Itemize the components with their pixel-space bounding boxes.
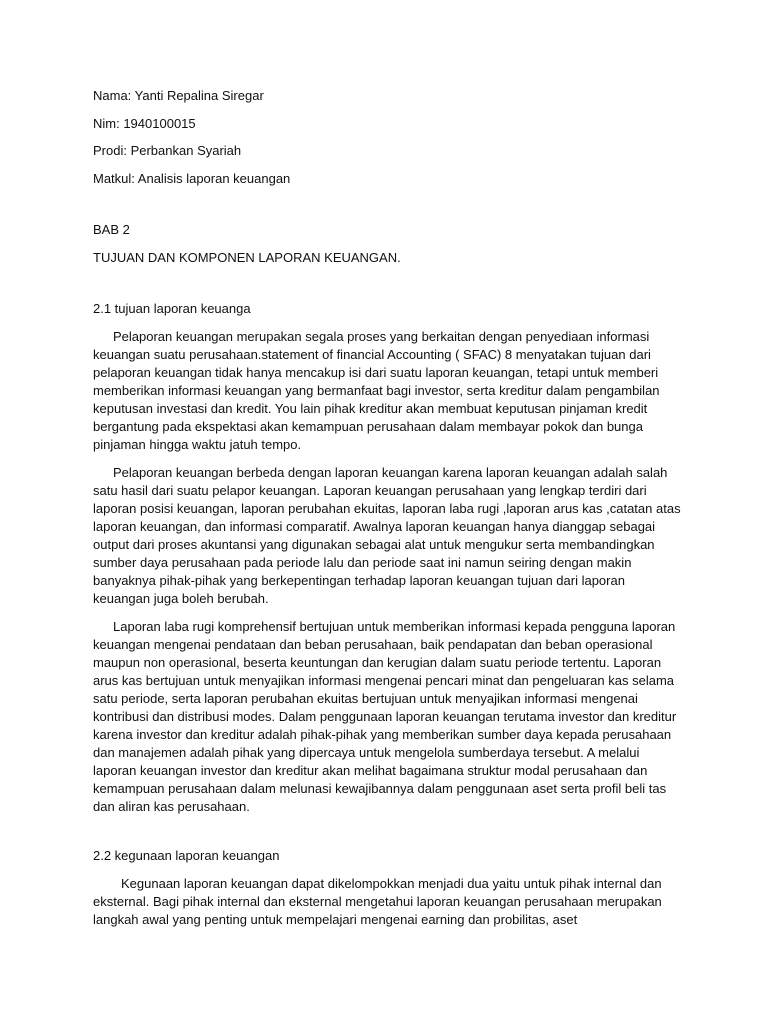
paragraph-4: Kegunaan laporan keuangan dapat dikelompokkan menjadi dua yaitu untuk pihak internal dan eksternal. Bagi pihak internal dan eksternal mengetahui laporan keuangan perusahaan merupakan langkah awal yang penting untuk mempelajari mengenai earning dan probilitas, aset bbox=[93, 876, 662, 927]
section-heading-2-1: 2.1 tujuan laporan keuanga bbox=[93, 301, 251, 316]
section-heading-2-2: 2.2 kegunaan laporan keuangan bbox=[93, 848, 280, 863]
paragraph-1: Pelaporan keuangan merupakan segala proses yang berkaitan dengan penyediaan informasi keuangan suatu perusahaan.statement of financial Accounting ( SFAC) 8 menyatakan tujuan dari pelaporan keuangan tidak hanya mencakup isi dari suatu laporan keuangan, tetapi untuk memberi memberikan informasi keuangan yang bermanfaat bagi investor, serta kreditur dalam pengambilan keputusan investasi dan kredit. You lain pihak kreditur akan membuat keputusan pinjaman kredit bergantung pada ekspektasi akan kemampuan perusahaan dalam membayar pokok dan bunga pinjaman hingga waktu jatuh tempo. bbox=[93, 329, 660, 452]
paragraph-2: Pelaporan keuangan berbeda dengan laporan keuangan karena laporan keuangan adalah salah satu hasil dari suatu pelapor keuangan. Laporan keuangan perusahaan yang lengkap terdiri dari laporan posisi keuangan, laporan perubahan ekuitas, laporan laba rugi ,laporan arus kas ,catatan atas laporan keuangan, dan informasi comparatif. Awalnya laporan keuangan hanya dianggap sebagai output dari proses akuntansi yang digunakan sebagai alat untuk mengukur serta membandingkan sumber daya perusahaan pada periode lalu dan periode saat ini namun seiring dengan makin banyaknya pihak-pihak yang berkepentingan terhadap laporan keuangan tujuan dari laporan keuangan juga boleh berubah. bbox=[93, 465, 681, 606]
course-name: Matkul: Analisis laporan keuangan bbox=[93, 171, 291, 186]
chapter-label: BAB 2 bbox=[93, 222, 130, 237]
document-body bbox=[93, 87, 681, 929]
student-nim: Nim: 1940100015 bbox=[93, 116, 196, 131]
chapter-title: TUJUAN DAN KOMPONEN LAPORAN KEUANGAN. bbox=[93, 250, 401, 265]
study-program: Prodi: Perbankan Syariah bbox=[93, 143, 242, 158]
paragraph-3: Laporan laba rugi komprehensif bertujuan untuk memberikan informasi kepada pengguna laporan keuangan mengenai pendataan dan beban perusahaan, baik pendapatan dan beban operasional maupun non operasional, beserta keuntungan dan kerugian dalam suatu periode tertentu. Laporan arus kas bertujuan untuk menyajikan informasi mengenai pencari minat dan pengeluaran kas selama satu periode, serta laporan perubahan ekuitas bertujuan untuk menyajikan informasi mengenai kontribusi dan distribusi modes. Dalam penggunaan laporan keuangan terutama investor dan kreditur karena investor dan kreditur adalah pihak-pihak yang memberikan sumber daya kepada perusahaan dan manajemen adalah pihak yang dipercaya untuk mengelola sumberdaya tersebut. A melalui laporan keuangan investor dan kreditur akan melihat bagaimana struktur modal perusahaan dan kemampuan perusahaan dalam melunasi kewajibannya dalam penggunaan aset serta profil beli tas dan aliran kas perusahaan. bbox=[93, 619, 677, 814]
student-name: Nama: Yanti Repalina Siregar bbox=[93, 88, 264, 103]
